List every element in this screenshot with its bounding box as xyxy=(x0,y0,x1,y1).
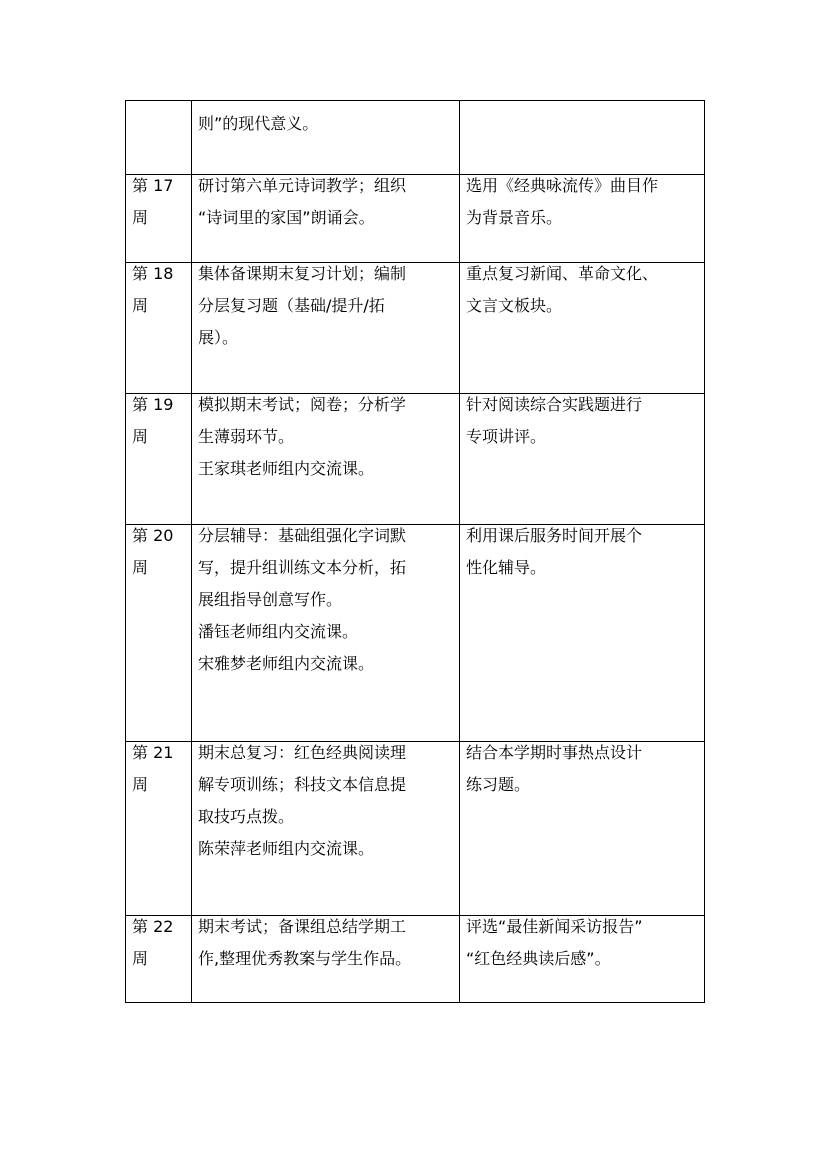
note-line: 为背景音乐。 xyxy=(466,208,563,227)
week-line: 周 xyxy=(132,558,149,577)
plan-line: 取技巧点拨。 xyxy=(198,807,295,826)
week-line: 周 xyxy=(132,427,149,446)
week-line: 周 xyxy=(132,208,149,227)
week-line: 周 xyxy=(132,775,149,794)
note-line: 练习题。 xyxy=(466,775,531,794)
table-row xyxy=(126,101,705,175)
plan-cell xyxy=(192,916,460,1003)
week-line: 第 17 xyxy=(132,176,174,195)
plan-line: 宋雅梦老师组内交流课。 xyxy=(198,654,375,673)
table-row xyxy=(126,525,705,742)
plan-line: 展组指导创意写作。 xyxy=(198,590,343,609)
week-line: 第 18 xyxy=(132,264,174,283)
note-cell xyxy=(460,175,705,263)
week-line: 周 xyxy=(132,296,149,315)
note-cell xyxy=(460,101,705,175)
plan-cell xyxy=(192,525,460,742)
table-row xyxy=(126,175,705,263)
plan-line: 分层复习题（基础/提升/拓 xyxy=(198,296,385,315)
note-line: “红色经典读后感”。 xyxy=(466,949,611,968)
week-cell xyxy=(126,394,192,525)
plan-line: 写，提升组训练文本分析，拓 xyxy=(198,558,407,577)
plan-cell xyxy=(192,263,460,394)
plan-line: 则”的现代意义。 xyxy=(198,114,319,133)
week-cell xyxy=(126,525,192,742)
note-line: 重点复习新闻、革命文化、 xyxy=(466,264,659,283)
plan-line: 展）。 xyxy=(198,328,239,347)
plan-line: 模拟期末考试；阅卷；分析学 xyxy=(198,395,407,414)
plan-line: 解专项训练；科技文本信息提 xyxy=(198,775,407,794)
plan-line: 作,整理优秀教案与学生作品。 xyxy=(198,949,412,968)
plan-line: 王家琪老师组内交流课。 xyxy=(198,459,375,478)
plan-line: 集体备课期末复习计划；编制 xyxy=(198,264,407,283)
plan-cell xyxy=(192,742,460,916)
table-row xyxy=(126,394,705,525)
week-line: 第 22 xyxy=(132,917,174,936)
plan-line: 生薄弱环节。 xyxy=(198,427,295,446)
week-line: 周 xyxy=(132,949,149,968)
note-cell xyxy=(460,394,705,525)
plan-line: 潘钰老师组内交流课。 xyxy=(198,622,359,641)
plan-cell xyxy=(192,394,460,525)
table-row xyxy=(126,263,705,394)
note-cell xyxy=(460,525,705,742)
plan-line: “诗词里的家国”朗诵会。 xyxy=(198,208,375,227)
week-line: 第 21 xyxy=(132,743,174,762)
plan-line: 陈荣萍老师组内交流课。 xyxy=(198,839,375,858)
note-line: 性化辅导。 xyxy=(466,558,547,577)
plan-line: 期末考试；备课组总结学期工 xyxy=(198,917,407,936)
plan-cell xyxy=(192,175,460,263)
plan-line: 期末总复习：红色经典阅读理 xyxy=(198,743,407,762)
note-cell xyxy=(460,742,705,916)
note-line: 结合本学期时事热点设计 xyxy=(466,743,643,762)
note-line: 文言文板块。 xyxy=(466,296,563,315)
schedule-table xyxy=(125,100,705,1003)
table-row xyxy=(126,916,705,1003)
week-line: 第 19 xyxy=(132,395,174,414)
note-line: 利用课后服务时间开展个 xyxy=(466,526,643,545)
week-cell xyxy=(126,916,192,1003)
note-line: 选用《经典咏流传》曲目作 xyxy=(466,176,659,195)
note-line: 评选“最佳新闻采访报告” xyxy=(466,917,643,936)
plan-line: 研讨第六单元诗词教学；组织 xyxy=(198,176,407,195)
note-line: 针对阅读综合实践题进行 xyxy=(466,395,643,414)
note-line: 专项讲评。 xyxy=(466,427,547,446)
week-cell xyxy=(126,742,192,916)
table-row xyxy=(126,742,705,916)
week-cell xyxy=(126,263,192,394)
note-cell xyxy=(460,263,705,394)
week-cell xyxy=(126,101,192,175)
week-cell xyxy=(126,175,192,263)
plan-cell xyxy=(192,101,460,175)
note-cell xyxy=(460,916,705,1003)
week-line: 第 20 xyxy=(132,526,174,545)
plan-line: 分层辅导：基础组强化字词默 xyxy=(198,526,407,545)
